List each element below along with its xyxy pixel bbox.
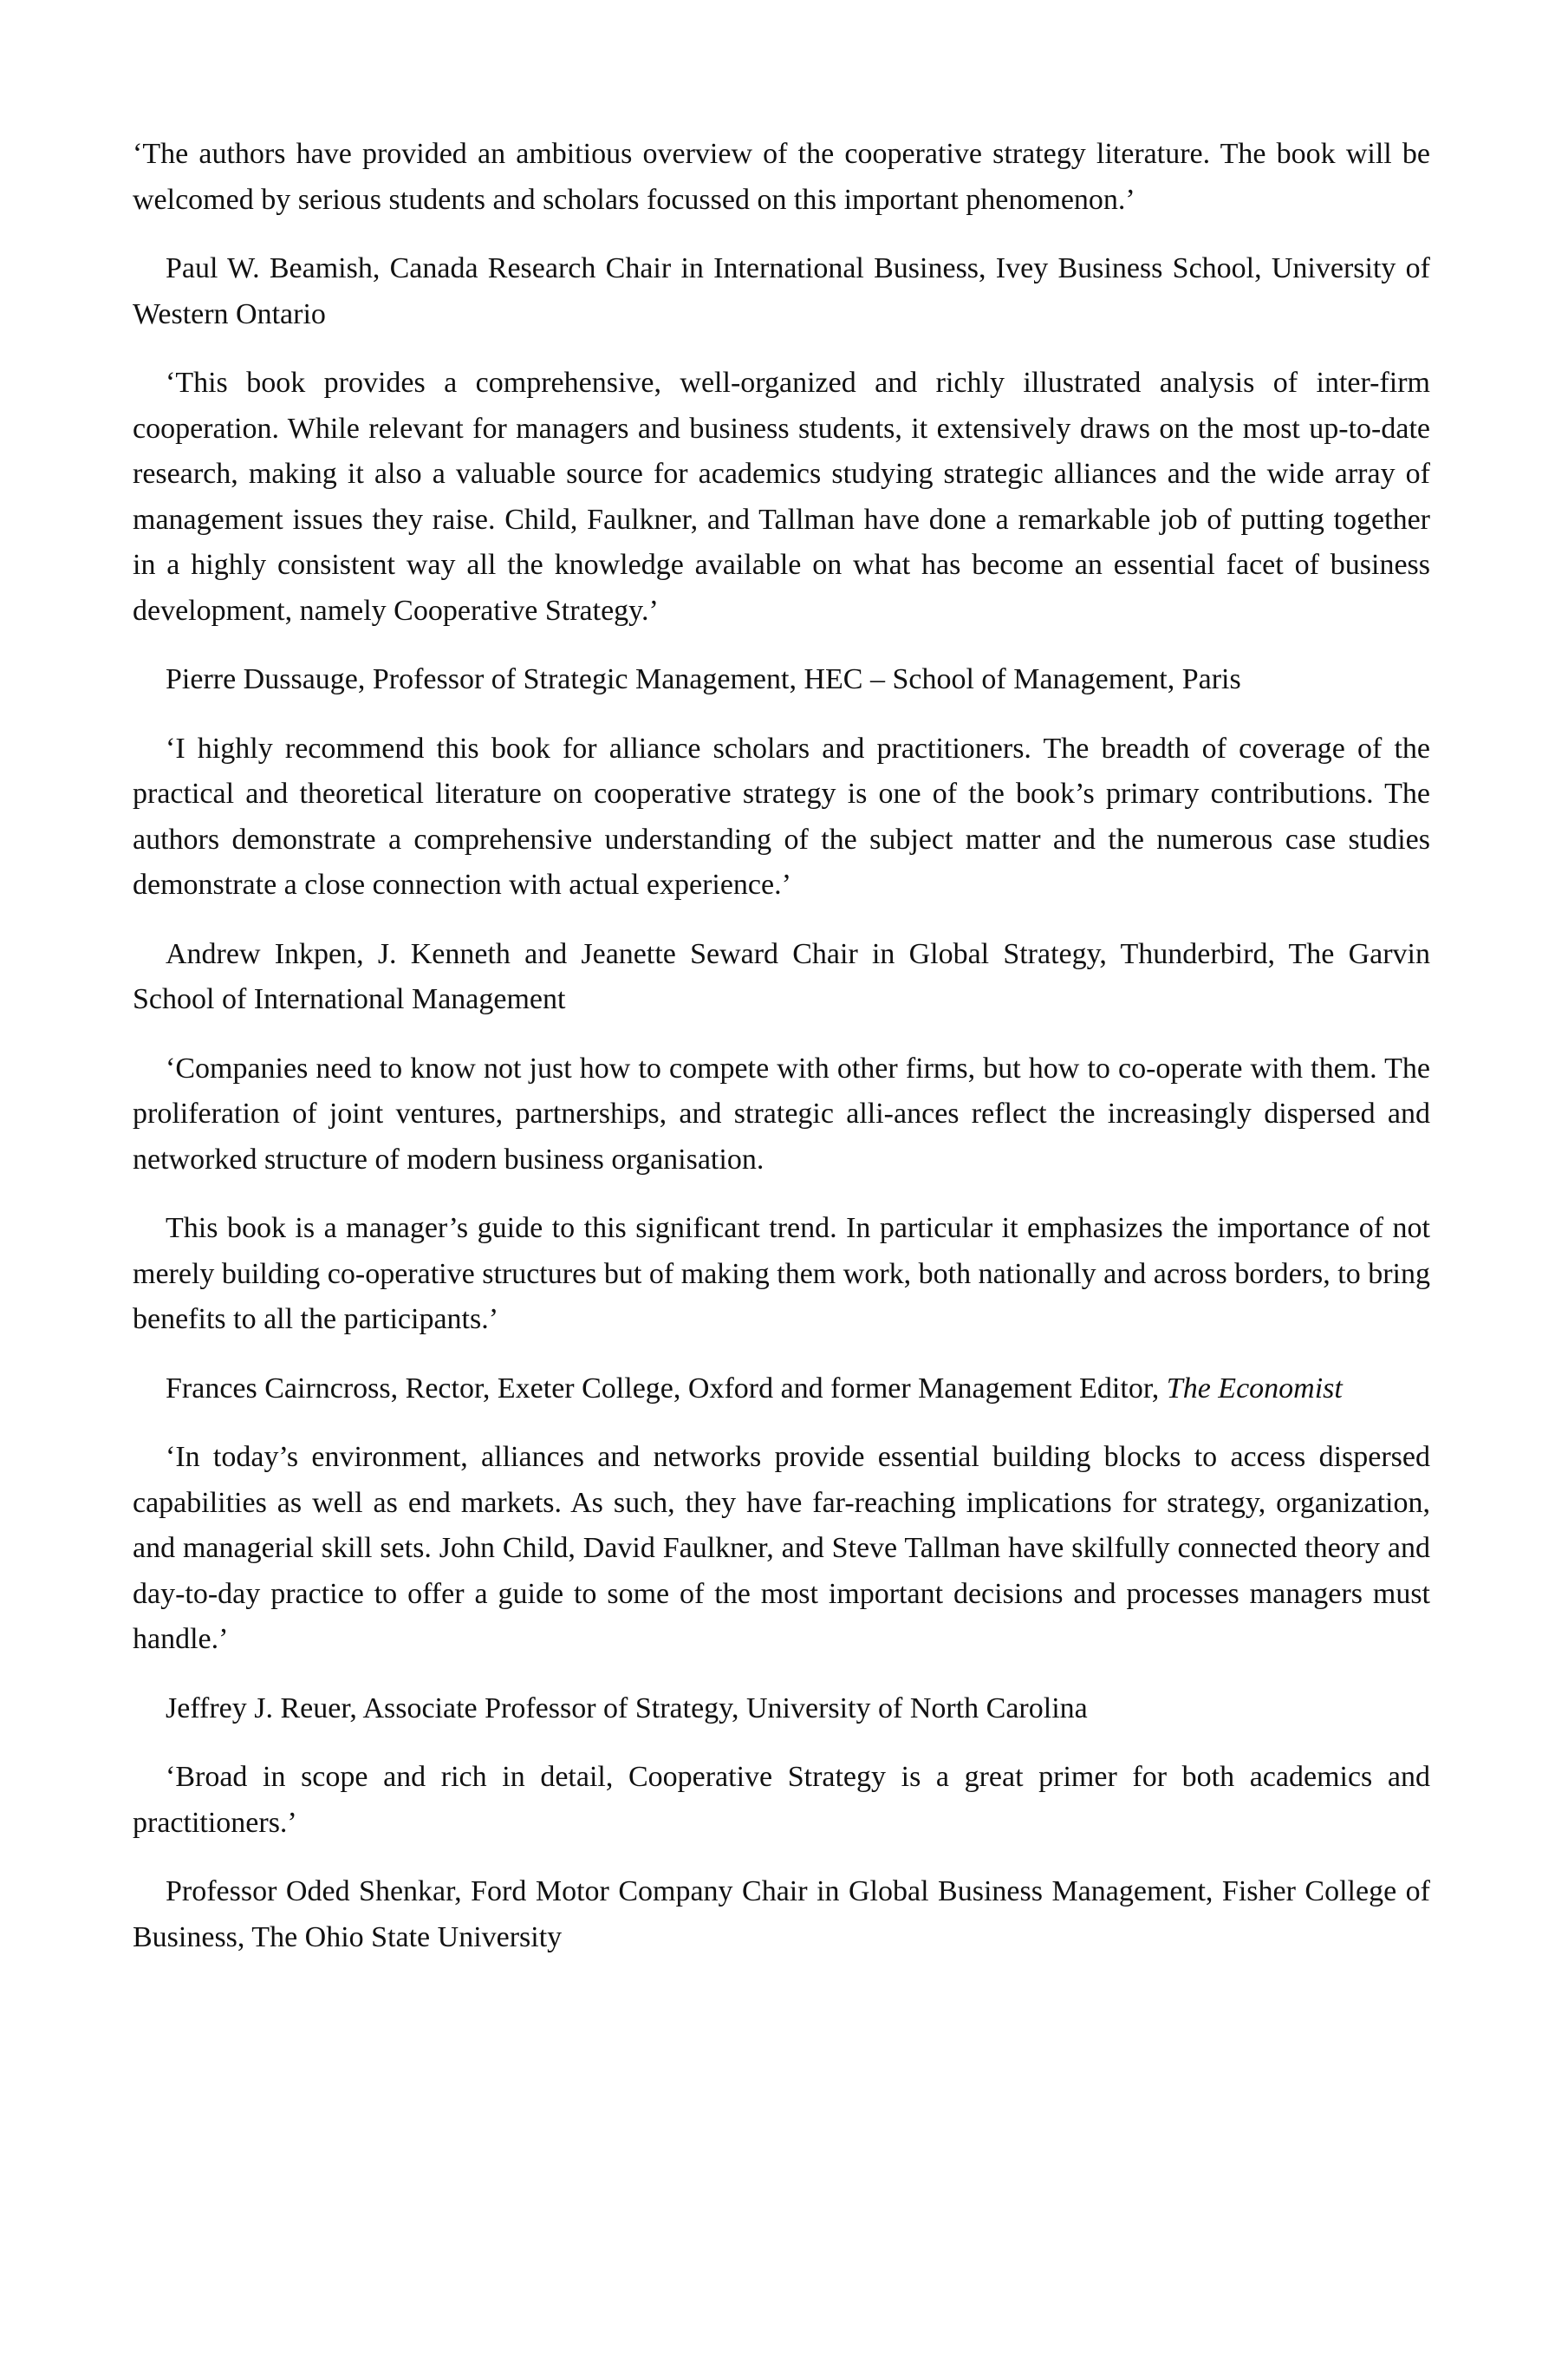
- endorsement-quote-dussauge: ‘This book provides a comprehensive, well-organized and richly illustrated analysis of inter-firm cooperation. While relevant for managers and business students, it extensively draws on the most up-to-date research, making it also a valuable source for academics studying strategic alliances and the wide array of management issues they raise. Child, Faulkner, and Tallman have done a remarkable job of putting together in a highly consistent way all the knowledge available on what has become an essential facet of business development, namely Cooperative Strategy.’: [133, 367, 1430, 627]
- attribution-beamish: Paul W. Beamish, Canada Research Chair in International Business, Ivey Business School, University of Western Ontario: [133, 252, 1430, 330]
- attribution-cairncross-text: Frances Cairncross, Rector, Exeter College, Oxford and former Management Editor,: [166, 1372, 1160, 1405]
- publication-title: The Economist: [1166, 1372, 1343, 1405]
- attribution-dussauge: Pierre Dussauge, Professor of Strategic Management, HEC – School of Management, Paris: [166, 663, 1241, 695]
- endorsement-quote-beamish: ‘The authors have provided an ambitious overview of the cooperative strategy literature. The book will be welcomed by serious students and scholars focussed on this important phenomenon.’: [133, 138, 1430, 216]
- attribution-shenkar: Professor Oded Shenkar, Ford Motor Company Chair in Global Business Management, Fisher College of Business, The Ohio State University: [133, 1875, 1430, 1953]
- endorsement-quote-cairncross-part2: This book is a manager’s guide to this significant trend. In particular it emphasizes the importance of not merely building co-operative structures but of making them work, both nationally and across borders, to bring benefits to all the participants.’: [133, 1212, 1430, 1335]
- attribution-inkpen: Andrew Inkpen, J. Kenneth and Jeanette Seward Chair in Global Strategy, Thunderbird, The Garvin School of International Management: [133, 937, 1430, 1015]
- endorsements-page: [133, 132, 1430, 1960]
- endorsement-quote-inkpen: ‘I highly recommend this book for alliance scholars and practitioners. The breadth of coverage of the practical and theoretical literature on cooperative strategy is one of the book’s primary contributions. The authors demonstrate a comprehensive understanding of the subject matter and the numerous case studies demonstrate a close connection with actual experience.’: [133, 732, 1430, 901]
- endorsement-quote-cairncross-part1: ‘Companies need to know not just how to compete with other firms, but how to co-operate with them. The proliferation of joint ventures, partnerships, and strategic alli-ances reflect the increasingly dispersed and networked structure of modern business organisation.: [133, 1052, 1430, 1176]
- endorsement-quote-reuer: ‘In today’s environment, alliances and networks provide essential building blocks to access dispersed capabilities as well as end markets. As such, they have far-reaching implications for strategy, organization, and managerial skill sets. John Child, David Faulkner, and Steve Tallman have skilfully connected theory and day-to-day practice to offer a guide to some of the most important decisions and processes managers must handle.’: [133, 1441, 1430, 1655]
- endorsement-quote-shenkar: ‘Broad in scope and rich in detail, Cooperative Strategy is a great primer for both academics and practitioners.’: [133, 1761, 1430, 1839]
- attribution-reuer: Jeffrey J. Reuer, Associate Professor of Strategy, University of North Carolina: [166, 1691, 1088, 1724]
- attribution-cairncross: [133, 1366, 1430, 1412]
